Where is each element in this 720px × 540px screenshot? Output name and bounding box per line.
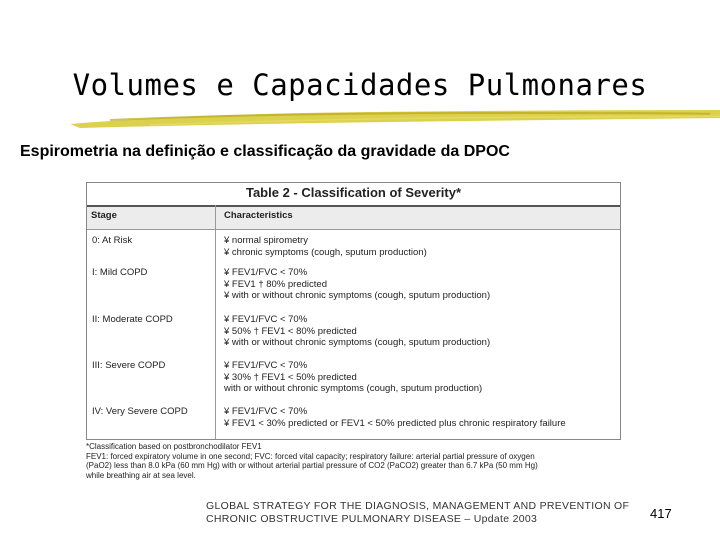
characteristic-line: ¥ chronic symptoms (cough, sputum production) <box>224 246 427 258</box>
footnote-line: *Classification based on postbronchodilator FEV1 <box>86 442 262 451</box>
title-underline-brush <box>70 104 720 130</box>
characteristic-line: with or without chronic symptoms (cough, sputum production) <box>224 383 483 394</box>
characteristic-line: ¥ 50% † FEV1 < 80% predicted <box>224 325 357 337</box>
characteristic-line: ¥ FEV1 < 30% predicted or FEV1 < 50% predicted plus chronic respiratory failure <box>224 417 566 429</box>
stage-label: III: Severe COPD <box>92 360 166 371</box>
table-header <box>87 205 620 230</box>
source-line: CHRONIC OBSTRUCTIVE PULMONARY DISEASE – Update 2003 <box>206 513 538 525</box>
footnote-line: (PaO2) less than 8.0 kPa (60 mm Hg) with or without arterial partial pressure of CO2 (PaCO2) greater than 6.7 kPa (50 mm Hg) <box>86 461 538 470</box>
characteristic-line: ¥ 30% † FEV1 < 50% predicted <box>224 371 357 383</box>
characteristics-list <box>224 235 427 258</box>
stage-label: 0: At Risk <box>92 235 133 246</box>
characteristic-line: ¥ with or without chronic symptoms (cough, sputum production) <box>224 290 491 301</box>
characteristics-list <box>224 314 490 349</box>
column-divider <box>215 205 216 439</box>
characteristic-line: ¥ FEV1/FVC < 70% <box>224 406 308 417</box>
characteristic-line: ¥ normal spirometry <box>224 235 308 246</box>
slide-subtitle: Espirometria na definição e classificação da gravidade da DPOC <box>20 143 510 160</box>
characteristic-line: ¥ with or without chronic symptoms (cough, sputum production) <box>224 337 491 348</box>
footnote-line: while breathing air at sea level. <box>86 470 196 480</box>
slide-title: Volumes e Capacidades Pulmonares <box>72 68 648 102</box>
characteristics-list <box>224 360 482 395</box>
header-stage: Stage <box>91 210 117 221</box>
characteristic-line: ¥ FEV1/FVC < 70% <box>224 314 308 325</box>
characteristic-line: ¥ FEV1/FVC < 70% <box>224 267 308 278</box>
characteristic-line: ¥ FEV1 † 80% predicted <box>224 278 327 290</box>
stage-label: I: Mild COPD <box>92 267 148 278</box>
characteristic-line: ¥ FEV1/FVC < 70% <box>224 360 308 371</box>
source-line: GLOBAL STRATEGY FOR THE DIAGNOSIS, MANAGEMENT AND PREVENTION OF <box>206 500 630 512</box>
stage-label: IV: Very Severe COPD <box>92 406 188 417</box>
source-citation <box>206 500 629 526</box>
severity-table <box>86 182 621 440</box>
table-footnote <box>86 442 616 480</box>
characteristics-list <box>224 406 566 429</box>
stage-label: II: Moderate COPD <box>92 314 173 325</box>
characteristics-list <box>224 267 490 302</box>
table-title: Table 2 - Classification of Severity* <box>245 185 462 200</box>
page-number: 417 <box>650 506 672 521</box>
header-characteristics: Characteristics <box>224 210 293 221</box>
footnote-line: FEV1: forced expiratory volume in one second; FVC: forced vital capacity; respiratory failure: arterial partial pressure of oxygen <box>86 451 535 461</box>
